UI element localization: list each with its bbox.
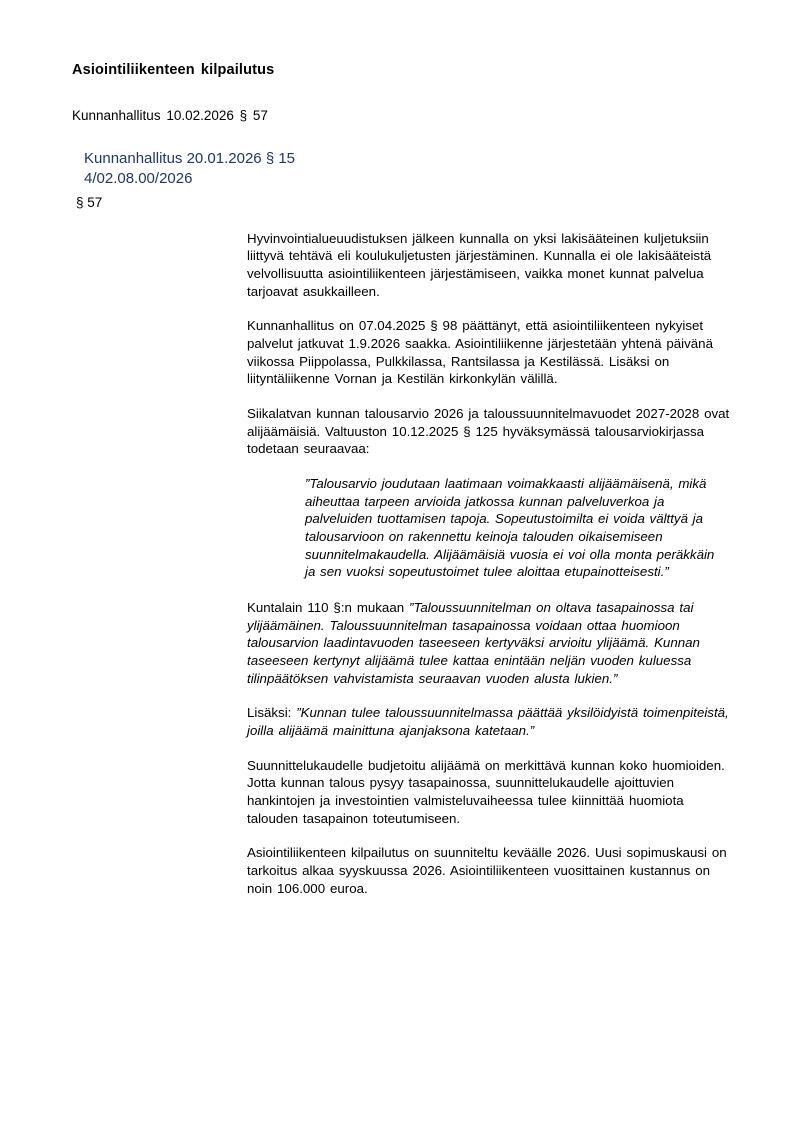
meeting-meta-line: Kunnanhallitus 10.02.2026 § 57 <box>72 108 268 123</box>
addition-paragraph-quote: ”Kunnan tulee taloussuunnitelmassa päättää yksilöidyistä toimenpiteistä, joilla alijäämä mainittuna ajanjaksona katetaan.” <box>247 705 729 739</box>
reference-line-2: 4/02.08.00/2026 <box>84 169 193 187</box>
addition-paragraph-lead: Lisäksi: <box>247 705 297 721</box>
paragraph-3: Siikalatvan kunnan talousarvio 2026 ja taloussuunnitelmavuodet 2027-2028 ovat alijäämäisiä. Valtuuston 10.12.2025 § 125 hyväksymässä talousarviokirjassa todetaan seuraavaa: <box>247 405 730 457</box>
paragraph-4: Suunnittelukaudelle budjetoitu alijäämä on merkittävä kunnan koko huomioiden. Jotta kunnan talous pysyy tasapainossa, suunnittelukaudelle ajoittuvien hankintojen ja investointien valmisteluvaiheessa tulee kiinnittää huomiota talouden tasapainon toteutumiseen. <box>247 757 725 826</box>
reference-line-1: Kunnanhallitus 20.01.2026 § 15 <box>84 150 296 167</box>
law-paragraph <box>247 599 732 687</box>
budget-quote: ”Talousarvio joudutaan laatimaan voimakkaasti alijäämäisenä, mikä aiheuttaa tarpeen arvioida jatkossa kunnan palveluverkoa ja palveluiden tuottamisen tapoja. Sopeutustoimilta ei voida välttyä ja talousarvioon on rakennettu keinoja talouden oikaisemiseen suunnitelmakaudella. Alijäämäisiä vuosia ei voi olla monta peräkkäin ja sen vuoksi sopeutustoimet tulee aloittaa etupainotteisesti.” <box>305 475 715 580</box>
paragraph-5: Asiointiliikenteen kilpailutus on suunniteltu keväälle 2026. Uusi sopimuskausi on tarkoitus alkaa syyskuussa 2026. Asiointiliikenteen vuosittainen kustannus on noin 106.000 euroa. <box>247 845 727 896</box>
law-paragraph-quote: ”Taloussuunnitelman on oltava tasapainossa tai ylijäämäinen. Taloussuunnitelman tasapainossa voidaan ottaa huomioon talousarvion laadintavuoden taseeseen kertyväksi arvioitu ylijäämä. Kunnan taseeseen kertynyt alijäämä tulee kattaa enintään neljän vuoden kuluessa tilinpäätöksen vahvistamista seuraavan vuoden alusta lukien.” <box>247 600 700 686</box>
page-title: Asiointiliikenteen kilpailutus <box>72 62 275 78</box>
body-column <box>247 230 732 898</box>
paragraph-2: Kunnanhallitus on 07.04.2025 § 98 päättänyt, että asiointiliikenteen nykyiset palvelut jatkuvat 1.9.2026 saakka. Asiointiliikenne järjestetään yhtenä päivänä viikossa Piippolassa, Pulkkilassa, Rantsilassa ja Kestilässä. Lisäksi on liityntäliikenne Vornan ja Kestilän kirkonkylän välillä. <box>247 318 713 387</box>
section-mark: § 57 <box>76 194 103 210</box>
law-paragraph-lead: Kuntalain 110 §:n mukaan <box>247 600 410 616</box>
paragraph-1: Hyvinvointialueuudistuksen jälkeen kunnalla on yksi lakisääteinen kuljetuksiin liittyvä tehtävä eli koulukuljetusten järjestäminen. Kunnalla ei ole lakisääteistä velvollisuutta asiointiliikenteen järjestämiseen, vaikka monet kunnat palvelua tarjoavat asukkailleen. <box>247 230 712 299</box>
reference-block <box>84 149 730 189</box>
addition-paragraph <box>247 704 732 739</box>
